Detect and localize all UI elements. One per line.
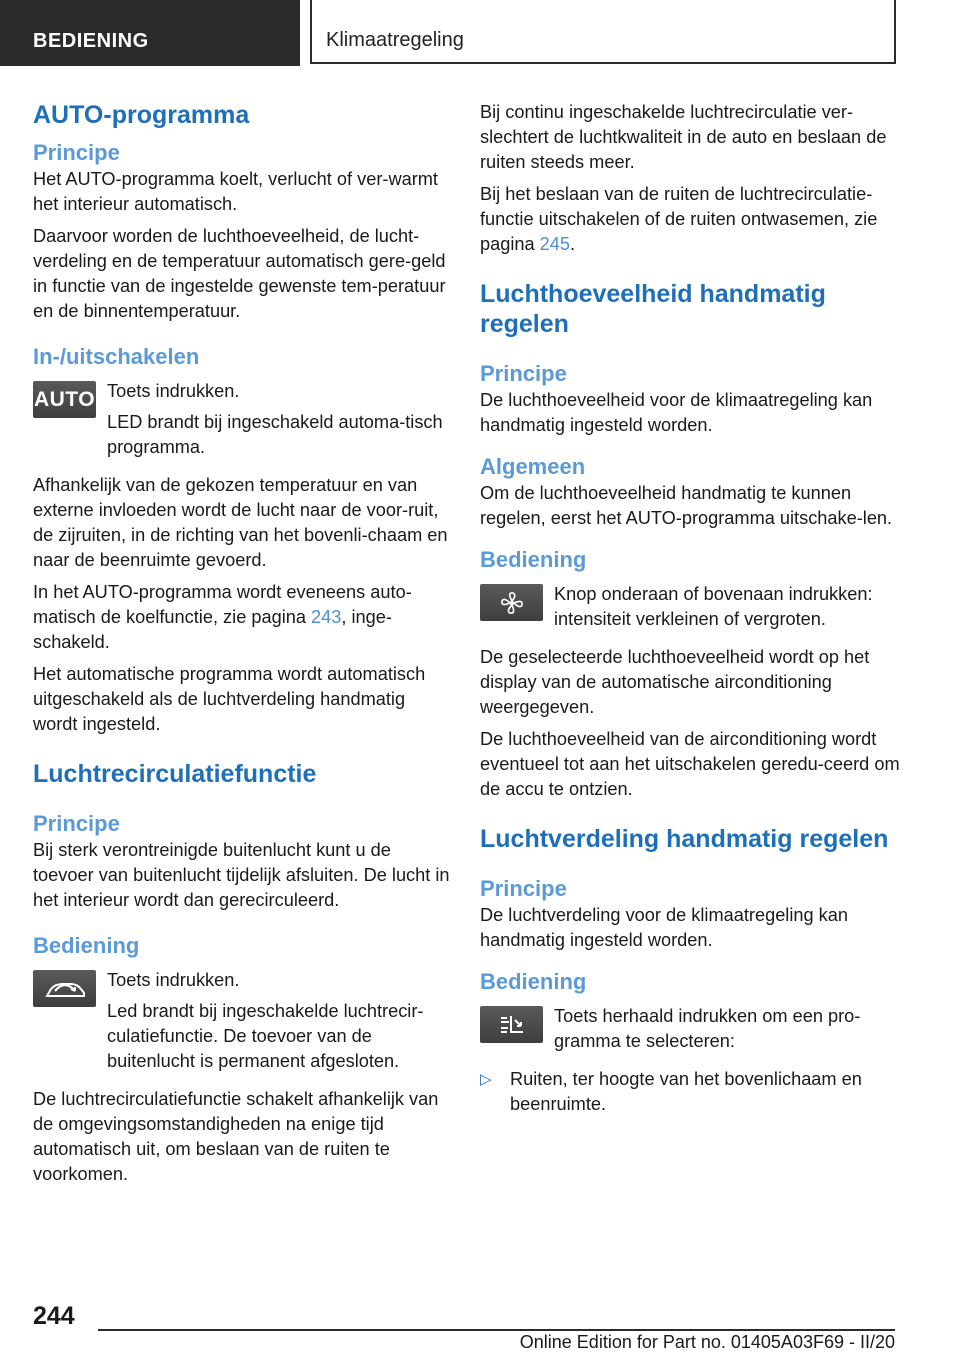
paragraph: De luchtrecirculatiefunctie schakelt afhankelijk van de omgevingsomstandigheden na enige tijd automatisch uit, om beslaan van de ruiten te voorkomen. [33, 1089, 439, 1184]
footer-divider [98, 1329, 895, 1331]
list-item-text: Ruiten, ter hoogte van het bovenlichaam en beenruimte. [510, 1069, 862, 1114]
air-distribution-icon [480, 1006, 543, 1043]
paragraph: Het automatische programma wordt automatisch uitgeschakeld als de luchtverdeling handmatig wordt ingesteld. [33, 664, 426, 734]
paragraph: Daarvoor worden de luchthoeveelheid, de lucht-verdeling en de temperatuur automatisch gere-geld in functie van de ingestelde gewenste tem-peratuur en de binnentemperatuur. [33, 226, 446, 321]
paragraph: In het AUTO-programma wordt eveneens auto-matisch de koelfunctie, zie pagina 243, inge-schakeld. [33, 582, 412, 652]
heading-bediening: Bediening [480, 969, 587, 994]
auto-button-instruction [33, 379, 453, 460]
step-text: Led brandt bij ingeschakelde luchtrecir-culatiefunctie. De toevoer van de buitenlucht is permanent afgesloten. [107, 1001, 424, 1071]
paragraph: Bij sterk verontreinigde buitenlucht kunt u de toevoer van buitenlucht tijdelijk afsluiten. De lucht in het interieur wordt dan gerecirculeerd. [33, 840, 450, 910]
paragraph: De luchthoeveelheid van de airconditioning wordt eventueel tot aan het uitschakelen geredu-ceerd om de accu te ontzien. [480, 729, 900, 799]
heading-luchtrecirculatiefunctie: Luchtrecirculatiefunctie [33, 760, 317, 788]
chapter-title: Klimaatregeling [310, 0, 896, 64]
fan-button-instruction [480, 582, 900, 632]
heading-principe: Principe [33, 140, 120, 165]
heading-principe: Principe [33, 811, 120, 836]
page-link-245[interactable]: 245 [539, 234, 571, 254]
paragraph: Het AUTO-programma koelt, verlucht of ver-warmt het interieur automatisch. [33, 169, 438, 214]
heading-algemeen: Algemeen [480, 454, 586, 479]
heading-bediening: Bediening [33, 933, 140, 958]
right-column [480, 100, 900, 1117]
heading-luchthoeveelheid: Luchthoeveelheid handmatig regelen [480, 280, 826, 338]
paragraph: Afhankelijk van de gekozen temperatuur en van externe invloeden wordt de lucht naar de voor-ruit, de zijruiten, in de richting van het bovenli-chaam en naar de beenruimte gevoerd. [33, 475, 448, 570]
paragraph: De geselecteerde luchthoeveelheid wordt op het display van de automatische airconditioning weergegeven. [480, 647, 870, 717]
bullet-triangle-icon: ▷ [480, 1071, 492, 1088]
heading-luchtverdeling: Luchtverdeling handmatig regelen [480, 825, 889, 853]
step-text: Toets herhaald indrukken om een pro-gramma te selecteren: [554, 1006, 861, 1051]
heading-in-uitschakelen: In-/uitschakelen [33, 344, 200, 369]
auto-button-label: AUTO [33, 387, 96, 411]
recirculation-car-icon [33, 970, 96, 1007]
page-header [0, 0, 960, 66]
step-text: LED brandt bij ingeschakeld automa-tisch programma. [107, 412, 443, 457]
fan-icon [480, 584, 543, 621]
auto-button-icon [33, 381, 96, 418]
step-text: Toets indrukken. [107, 970, 240, 990]
page-link-243[interactable]: 243 [311, 607, 342, 627]
paragraph: De luchthoeveelheid voor de klimaatregeling kan handmatig ingesteld worden. [480, 390, 873, 435]
heading-auto-programma: AUTO-programma [33, 101, 250, 129]
step-text: Toets indrukken. [107, 381, 240, 401]
air-distribution-button-instruction [480, 1004, 900, 1054]
paragraph: Bij het beslaan van de ruiten de luchtrecirculatie-functie uitschakelen of de ruiten ontwasemen, zie pagina 245. [480, 184, 878, 254]
step-text: Knop onderaan of bovenaan indrukken: intensiteit verkleinen of vergroten. [554, 584, 873, 629]
left-column [33, 100, 453, 1187]
heading-principe: Principe [480, 876, 567, 901]
paragraph: De luchtverdeling voor de klimaatregeling kan handmatig ingesteld worden. [480, 905, 848, 950]
section-title: BEDIENING [0, 0, 300, 66]
list-item [480, 1067, 900, 1117]
recirculation-button-instruction [33, 968, 453, 1074]
heading-bediening: Bediening [480, 547, 587, 572]
paragraph: Om de luchthoeveelheid handmatig te kunnen regelen, eerst het AUTO-programma uitschake-len. [480, 483, 893, 528]
paragraph: Bij continu ingeschakelde luchtrecirculatie ver-slechtert de luchtkwaliteit in de auto en beslaan de ruiten steeds meer. [480, 102, 887, 172]
footer-edition: Online Edition for Part no. 01405A03F69 - II/20 [519, 1332, 895, 1352]
heading-principe: Principe [480, 361, 567, 386]
page-number: 244 [33, 1302, 75, 1330]
